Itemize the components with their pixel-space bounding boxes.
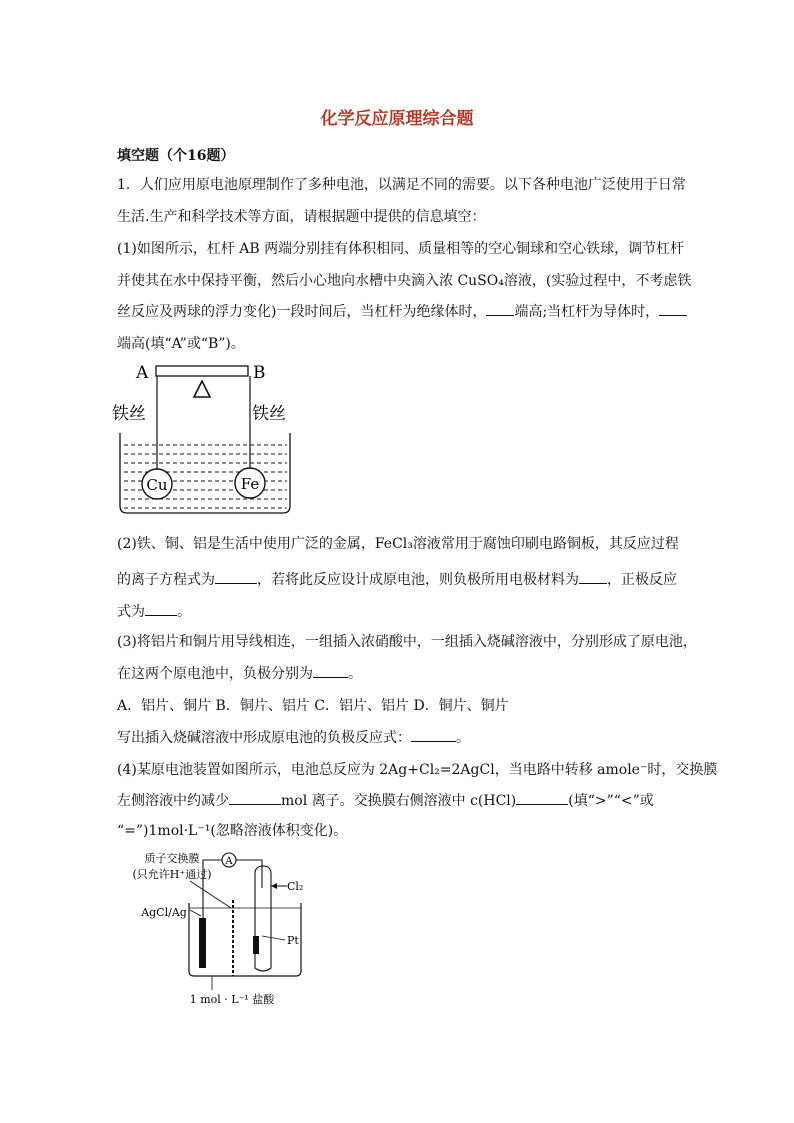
answer-blank-4[interactable]: [579, 571, 607, 584]
q1-part3-text-a: 在这两个原电池中，负极分别为: [117, 666, 313, 682]
q1-part3-text-d: 。: [456, 730, 470, 746]
left-electrode-label: AgCl/Ag: [141, 906, 187, 919]
q1-part2-line-2: [117, 571, 682, 589]
membrane-note: (只允许H⁺通过): [132, 868, 212, 881]
answer-blank-8[interactable]: [229, 792, 281, 805]
solution-label: 1 mol · L⁻¹ 盐酸: [189, 993, 275, 1006]
lever-end-b-label: B: [253, 363, 266, 383]
q1-intro-line-2: 生活.生产和科学技术等方面，请根据题中提供的信息填空：: [117, 209, 486, 225]
q1-part4-text-c: (填“>”“<”或: [568, 793, 654, 809]
pt-electrode: [253, 936, 259, 954]
q1-part2-text-e: 。: [177, 604, 191, 620]
q1-part2-text-b: ，若将此反应设计成原电池，则负极所用电极材料为: [257, 572, 579, 588]
iron-ball-label: Fe: [240, 475, 260, 493]
q1-part1-text-a: 丝反应及两球的浮力变化)一段时间后，当杠杆为绝缘体时，: [117, 304, 487, 320]
q1-part2-line-3: [117, 603, 682, 621]
answer-blank-7[interactable]: [411, 729, 456, 742]
fulcrum-triangle: [194, 381, 210, 397]
page-title: 化学反应原理综合题: [320, 109, 474, 129]
left-electrode-pointer: [190, 910, 201, 916]
copper-ball-label: Cu: [146, 476, 168, 494]
q1-part3-text-b: 。: [348, 666, 362, 682]
q1-part1-line-1: (1)如图所示，杠杆 AB 两端分别挂有体积相同、质量相等的空心铜球和空心铁球，调节杠杆: [117, 241, 685, 257]
q1-part4-line-3: “=”)1mol·L⁻¹(忽略溶液体积变化)。: [117, 823, 348, 839]
q1-part3-options: A．铝片、铜片 B．铜片、铝片 C．铝片、铝片 D．铜片、铜片: [117, 698, 509, 714]
q1-part4-text-b: mol 离子。交换膜右侧溶液中 c(HCl): [281, 793, 517, 809]
q1-part3-text-c: 写出插入烧碱溶液中形成原电池的负极反应式：: [117, 730, 411, 746]
external-circuit-wire: [203, 860, 262, 918]
answer-blank-2[interactable]: [659, 303, 687, 316]
answer-blank-6[interactable]: [313, 665, 348, 678]
ammeter-label: A: [225, 856, 233, 867]
q1-part4-text-a: 左侧溶液中约减少: [117, 793, 229, 809]
q1-part1-line-4: 端高(填“A”或“B”)。: [117, 336, 245, 352]
gas-inlet-tube: [255, 866, 271, 971]
left-wire-label: 铁丝: [112, 404, 146, 424]
q1-part2-text-a: 的离子方程式为: [117, 572, 215, 588]
galvanic-cell-diagram: [112, 848, 312, 1008]
answer-blank-3[interactable]: [215, 571, 257, 584]
q1-part3-line-1: (3)将铝片和铜片用导线相连，一组插入浓硝酸中，一组插入烧碱溶液中，分别形成了原电池，: [117, 634, 697, 650]
pt-pointer: [262, 936, 285, 940]
q1-part2-line-1: (2)铁、铜、铝是生活中使用广泛的金属，FeCl₃溶液常用于腐蚀印刷电路铜板，其反应过程: [117, 536, 679, 552]
lever-bar: [156, 366, 248, 376]
pt-electrode-label: Pt: [287, 934, 299, 947]
q1-intro-line-1: 1．人们应用原电池原理制作了多种电池，以满足不同的需要。以下各种电池广泛使用于日常: [117, 177, 686, 193]
answer-blank-9[interactable]: [516, 792, 568, 805]
q1-part1-text-b: 端高;当杠杆为导体时，: [514, 304, 660, 320]
membrane-pointer: [190, 881, 231, 908]
q1-part1-line-2: 并使其在水中保持平衡，然后小心地向水槽中央滴入浓 CuSO₄溶液，(实验过程中，不考虑铁: [117, 273, 692, 289]
answer-blank-1[interactable]: [486, 303, 514, 316]
q1-part3-line-2: [117, 665, 682, 683]
chlorine-label: Cl₂: [287, 880, 304, 893]
membrane-label: 质子交换膜: [144, 852, 200, 865]
q1-part2-text-d: 式为: [117, 604, 145, 620]
lever-end-a-label: A: [136, 363, 149, 383]
q1-part4-line-1: (4)某原电池装置如图所示，电池总反应为 2Ag+Cl₂=2AgCl，当电路中转移 amole⁻时，交换膜: [117, 762, 718, 778]
q1-part1-line-3: [117, 303, 682, 321]
q1-part2-text-c: ，正极反应: [607, 572, 677, 588]
right-wire-label: 铁丝: [252, 404, 286, 424]
lever-balance-diagram: [112, 358, 297, 520]
q1-part3-line-4: [117, 729, 682, 747]
agcl-ag-electrode: [199, 918, 206, 968]
section-heading: 填空题（个16题）: [117, 148, 235, 164]
answer-blank-5[interactable]: [145, 603, 177, 616]
q1-part4-line-2: [117, 792, 682, 810]
